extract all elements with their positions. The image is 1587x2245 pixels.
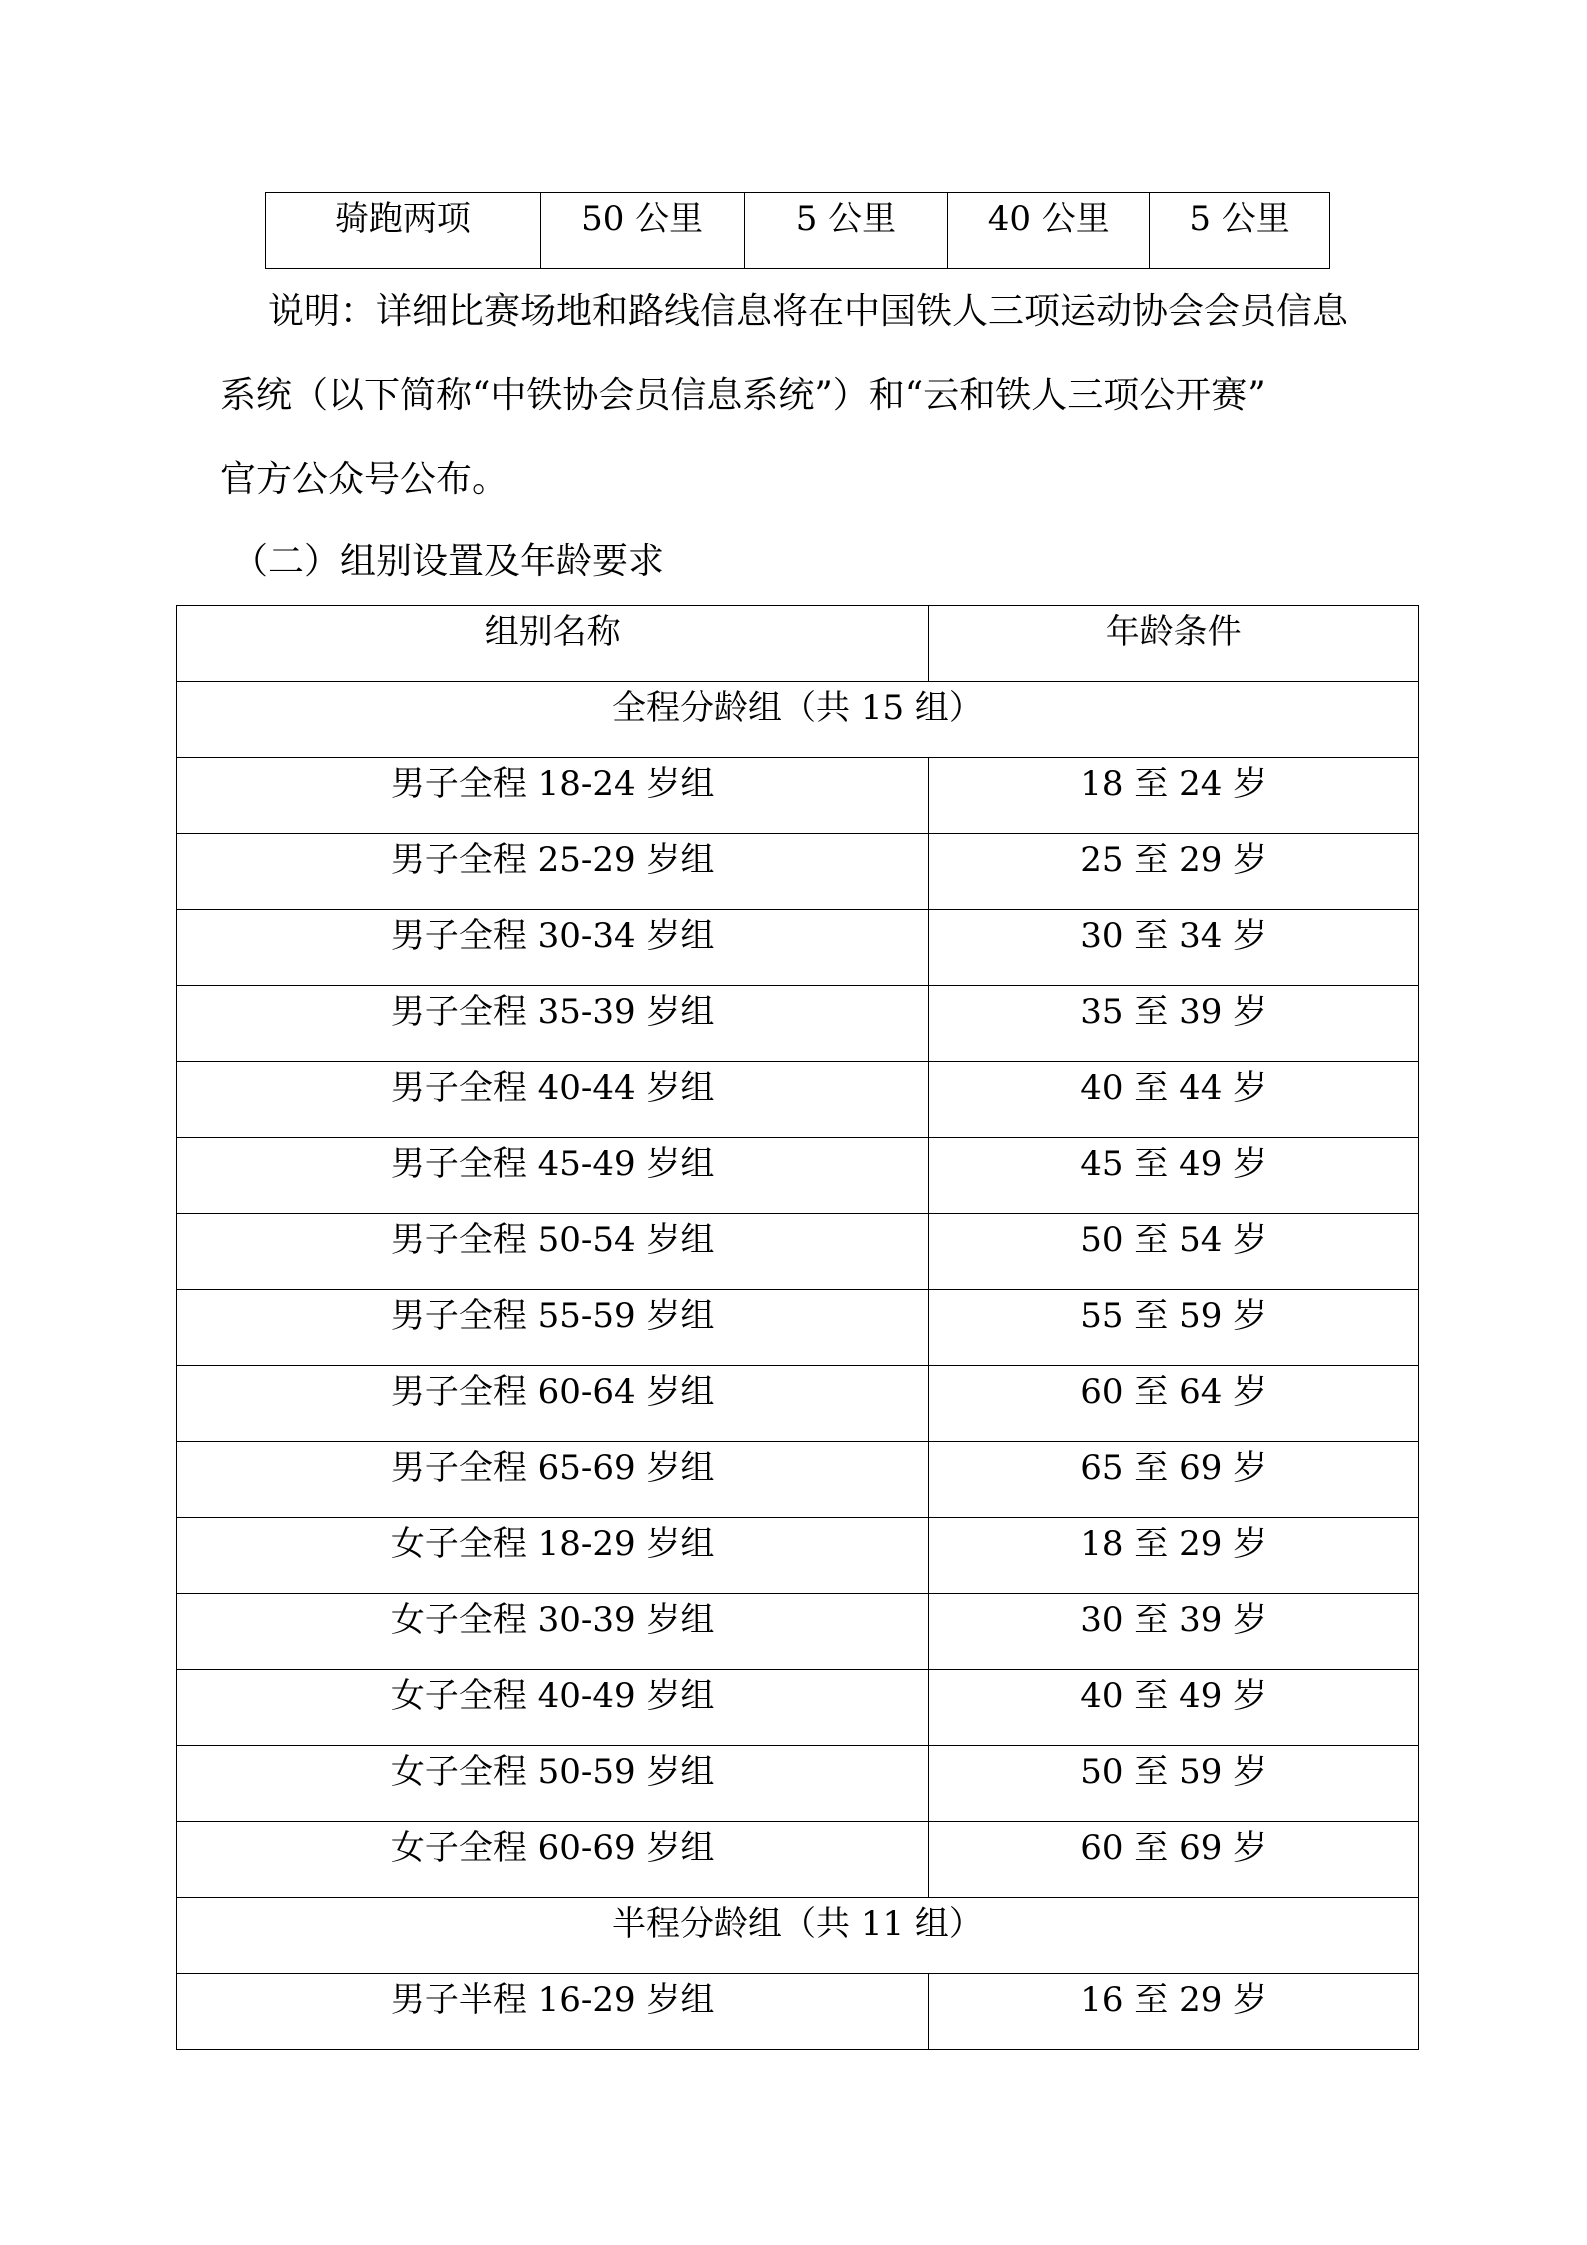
table-row [177, 1138, 1419, 1214]
note-line-1: 说明：详细比赛场地和路线信息将在中国铁人三项运动协会会员信息 [268, 291, 1349, 332]
distance-cell: 40 公里 [948, 193, 1150, 269]
group-name-cell: 男子全程 40-44 岁组 [177, 1062, 929, 1138]
table-row [177, 1366, 1419, 1442]
table-row [177, 1214, 1419, 1290]
age-condition-cell: 50 至 59 岁 [929, 1746, 1419, 1822]
table-row [177, 1290, 1419, 1366]
age-condition-cell: 65 至 69 岁 [929, 1442, 1419, 1518]
age-condition-cell: 60 至 64 岁 [929, 1366, 1419, 1442]
table-row [177, 1974, 1419, 2050]
group-name-cell: 女子全程 50-59 岁组 [177, 1746, 929, 1822]
age-condition-cell: 45 至 49 岁 [929, 1138, 1419, 1214]
column-header-group-name: 组别名称 [177, 606, 929, 682]
group-name-cell: 男子全程 50-54 岁组 [177, 1214, 929, 1290]
group-name-cell: 男子全程 45-49 岁组 [177, 1138, 929, 1214]
age-condition-cell: 50 至 54 岁 [929, 1214, 1419, 1290]
note-line-3: 官方公众号公布。 [220, 459, 509, 500]
group-name-cell: 女子全程 60-69 岁组 [177, 1822, 929, 1898]
table-row [177, 834, 1419, 910]
age-condition-cell: 55 至 59 岁 [929, 1290, 1419, 1366]
age-condition-cell: 40 至 49 岁 [929, 1670, 1419, 1746]
section-heading: （二）组别设置及年龄要求 [232, 541, 665, 582]
table-row [177, 910, 1419, 986]
group-name-cell: 女子全程 18-29 岁组 [177, 1518, 929, 1594]
age-condition-cell: 25 至 29 岁 [929, 834, 1419, 910]
age-condition-cell: 18 至 29 岁 [929, 1518, 1419, 1594]
column-header-age-condition: 年龄条件 [929, 606, 1419, 682]
table-header-row [177, 606, 1419, 682]
age-condition-cell: 16 至 29 岁 [929, 1974, 1419, 2050]
age-condition-cell: 40 至 44 岁 [929, 1062, 1419, 1138]
table-row [177, 1594, 1419, 1670]
table-row [266, 193, 1330, 269]
group-name-cell: 男子全程 30-34 岁组 [177, 910, 929, 986]
group-name-cell: 女子全程 40-49 岁组 [177, 1670, 929, 1746]
group-name-cell: 男子全程 25-29 岁组 [177, 834, 929, 910]
group-name-cell: 男子全程 18-24 岁组 [177, 758, 929, 834]
note-line-2: 系统（以下简称“中铁协会员信息系统”）和“云和铁人三项公开赛” [220, 375, 1266, 416]
age-condition-cell: 30 至 34 岁 [929, 910, 1419, 986]
group-name-cell: 女子全程 30-39 岁组 [177, 1594, 929, 1670]
table-row [177, 986, 1419, 1062]
age-condition-cell: 60 至 69 岁 [929, 1822, 1419, 1898]
table-row [177, 1518, 1419, 1594]
group-name-cell: 男子全程 35-39 岁组 [177, 986, 929, 1062]
group-name-cell: 男子全程 60-64 岁组 [177, 1366, 929, 1442]
age-condition-cell: 30 至 39 岁 [929, 1594, 1419, 1670]
table-row [177, 1062, 1419, 1138]
distance-cell: 50 公里 [540, 193, 744, 269]
half-section-title: 半程分龄组（共 11 组） [177, 1898, 1419, 1974]
distance-cell: 5 公里 [744, 193, 948, 269]
event-name-cell: 骑跑两项 [266, 193, 541, 269]
distance-cell: 5 公里 [1150, 193, 1330, 269]
age-group-table-body [177, 606, 1419, 2050]
table-row [177, 1670, 1419, 1746]
section-row-full [177, 682, 1419, 758]
full-section-title: 全程分龄组（共 15 组） [177, 682, 1419, 758]
age-condition-cell: 35 至 39 岁 [929, 986, 1419, 1062]
distance-table [265, 192, 1330, 269]
table-row [177, 1822, 1419, 1898]
table-row [177, 1746, 1419, 1822]
table-row [177, 758, 1419, 834]
group-name-cell: 男子全程 65-69 岁组 [177, 1442, 929, 1518]
age-condition-cell: 18 至 24 岁 [929, 758, 1419, 834]
section-row-half [177, 1898, 1419, 1974]
age-group-table [176, 605, 1419, 2050]
group-name-cell: 男子全程 55-59 岁组 [177, 1290, 929, 1366]
group-name-cell: 男子半程 16-29 岁组 [177, 1974, 929, 2050]
table-row [177, 1442, 1419, 1518]
